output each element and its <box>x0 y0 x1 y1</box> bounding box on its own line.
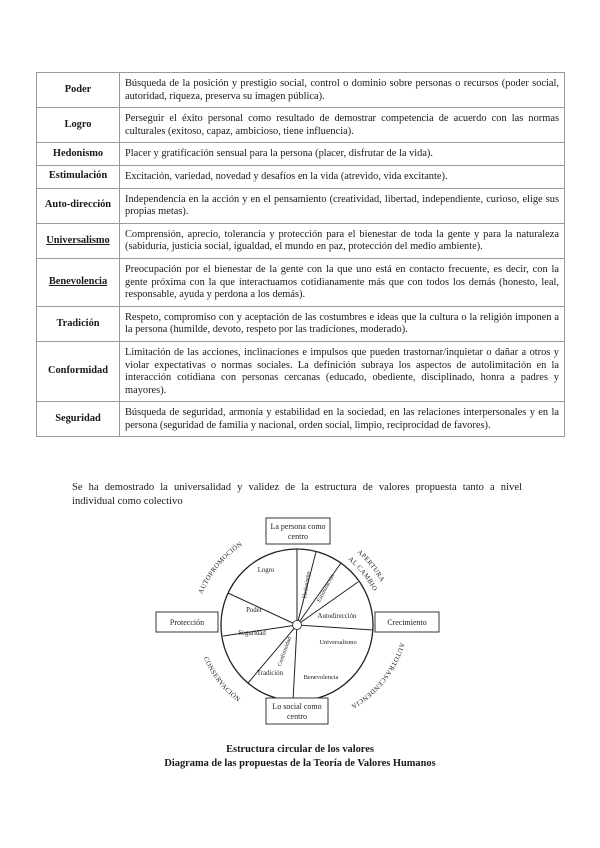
sector-autodireccion: Autodirección <box>317 613 357 620</box>
inner-circle <box>293 621 302 630</box>
sector-logro: Logro <box>257 567 275 574</box>
value-term: Seguridad <box>37 402 120 437</box>
table-row <box>37 341 565 401</box>
table-row <box>37 143 565 166</box>
box-growth-label: Crecimiento <box>387 618 427 627</box>
box-person-center-line1: La persona como <box>270 522 326 531</box>
caption-title: Estructura circular de los valores <box>226 744 374 755</box>
sector-benevolencia: Benevolencia <box>303 674 339 681</box>
value-term: Poder <box>37 73 120 108</box>
value-description: Comprensión, aprecio, tolerancia y protección para el bienestar de toda la gente y para la naturaleza (sabiduría, justicia social, igualdad, el mundo en paz, protección del medio ambiente). <box>120 223 565 258</box>
table-row <box>37 223 565 258</box>
value-description: Búsqueda de la posición y prestigio social, control o dominio sobre personas o recursos (poder social, autoridad, riqueza, preserva su imagen pública). <box>120 73 565 108</box>
values-circle-diagram <box>150 515 450 730</box>
arc-label-autotrascendencia: AUTOTRASCENDENCIA <box>349 641 406 710</box>
value-description: Placer y gratificación sensual para la persona (placer, disfrutar de la vida). <box>120 143 565 166</box>
body-paragraph <box>72 481 522 509</box>
value-description: Perseguir el éxito personal como resultado de demostrar competencia de acuerdo con las normas culturales (exitoso, capaz, ambicioso, tiene influencia). <box>120 108 565 143</box>
value-term: Auto-dirección <box>37 188 120 223</box>
sector-tradicion: Tradición <box>256 670 284 677</box>
table-row <box>37 165 565 188</box>
sector-estimulacion: Estimulación <box>316 573 336 604</box>
arc-label-apertura: APERTURA <box>355 548 386 584</box>
sector-universalismo: Universalismo <box>319 639 357 646</box>
value-description: Búsqueda de seguridad, armonía y estabilidad en la sociedad, en las relaciones interpersonales y en la persona (seguridad de familia y nacional, orden social, limpio, reciprocidad de favores). <box>120 402 565 437</box>
box-social-center-line2: centro <box>287 712 307 721</box>
paragraph-line: individual como colectivo <box>72 496 183 507</box>
box-social-center-line1: Lo social como <box>272 702 322 711</box>
sector-poder: Poder <box>246 607 262 614</box>
table-row <box>37 108 565 143</box>
value-description: Limitación de las acciones, inclinaciones e impulsos que pueden trastornar/inquietar o dañar a otros y violar expectativas o normas sociales. La definición subraya los aspectos de autolimitación en la interacción cotidiana con personas cercanas (educado, obediente, disciplinado, honra a padres y mayores). <box>120 341 565 401</box>
sector-seguridad: Seguridad <box>238 630 266 637</box>
box-protection-label: Protección <box>169 618 205 627</box>
sector-conformidad: Conformidad <box>276 636 294 668</box>
arc-label-conservacion: CONSERVACIÓN <box>201 655 242 704</box>
caption-subtitle: Diagrama de las propuestas de la Teoría de Valores Humanos <box>164 758 436 769</box>
table-row <box>37 306 565 341</box>
table-row <box>37 258 565 306</box>
value-description: Respeto, compromiso con y aceptación de las costumbres e ideas que la cultura o la religión imponen a la persona (humilde, devoto, respeto por las tradiciones, moderado). <box>120 306 565 341</box>
value-description: Preocupación por el bienestar de la gente con la que uno está en contacto frecuente, es decir, con la gente próxima con la que interactuamos cotidianamente más que con todos los demás (honesto, leal, responsable, ayuda y perdona a los demás). <box>120 258 565 306</box>
paragraph-line: Se ha demostrado la universalidad y validez de la estructura de valores propuesta tanto a nivel <box>72 482 522 493</box>
value-term: Benevolencia <box>37 258 120 306</box>
table-row <box>37 188 565 223</box>
values-table <box>36 72 565 437</box>
table-row <box>37 402 565 437</box>
arc-label-al-cambio: AL CAMBIO <box>346 555 379 593</box>
value-description: Independencia en la acción y en el pensamiento (creatividad, libertad, independiente, curioso, elige sus propias metas). <box>120 188 565 223</box>
box-person-center-line2: centro <box>288 532 308 541</box>
value-term: Hedonismo <box>37 143 120 166</box>
value-term: Tradición <box>37 306 120 341</box>
value-term: Universalismo <box>37 223 120 258</box>
value-term: Logro <box>37 108 120 143</box>
arc-label-autopromocion: AUTOPROMOCIÓN <box>197 540 244 596</box>
sector-hedonismo: Hedonismo <box>302 571 312 599</box>
value-term: Conformidad <box>37 341 120 401</box>
table-row <box>37 73 565 108</box>
value-term: Estimulación <box>37 165 120 188</box>
value-description: Excitación, variedad, novedad y desafíos en la vida (atrevido, vida excitante). <box>120 165 565 188</box>
